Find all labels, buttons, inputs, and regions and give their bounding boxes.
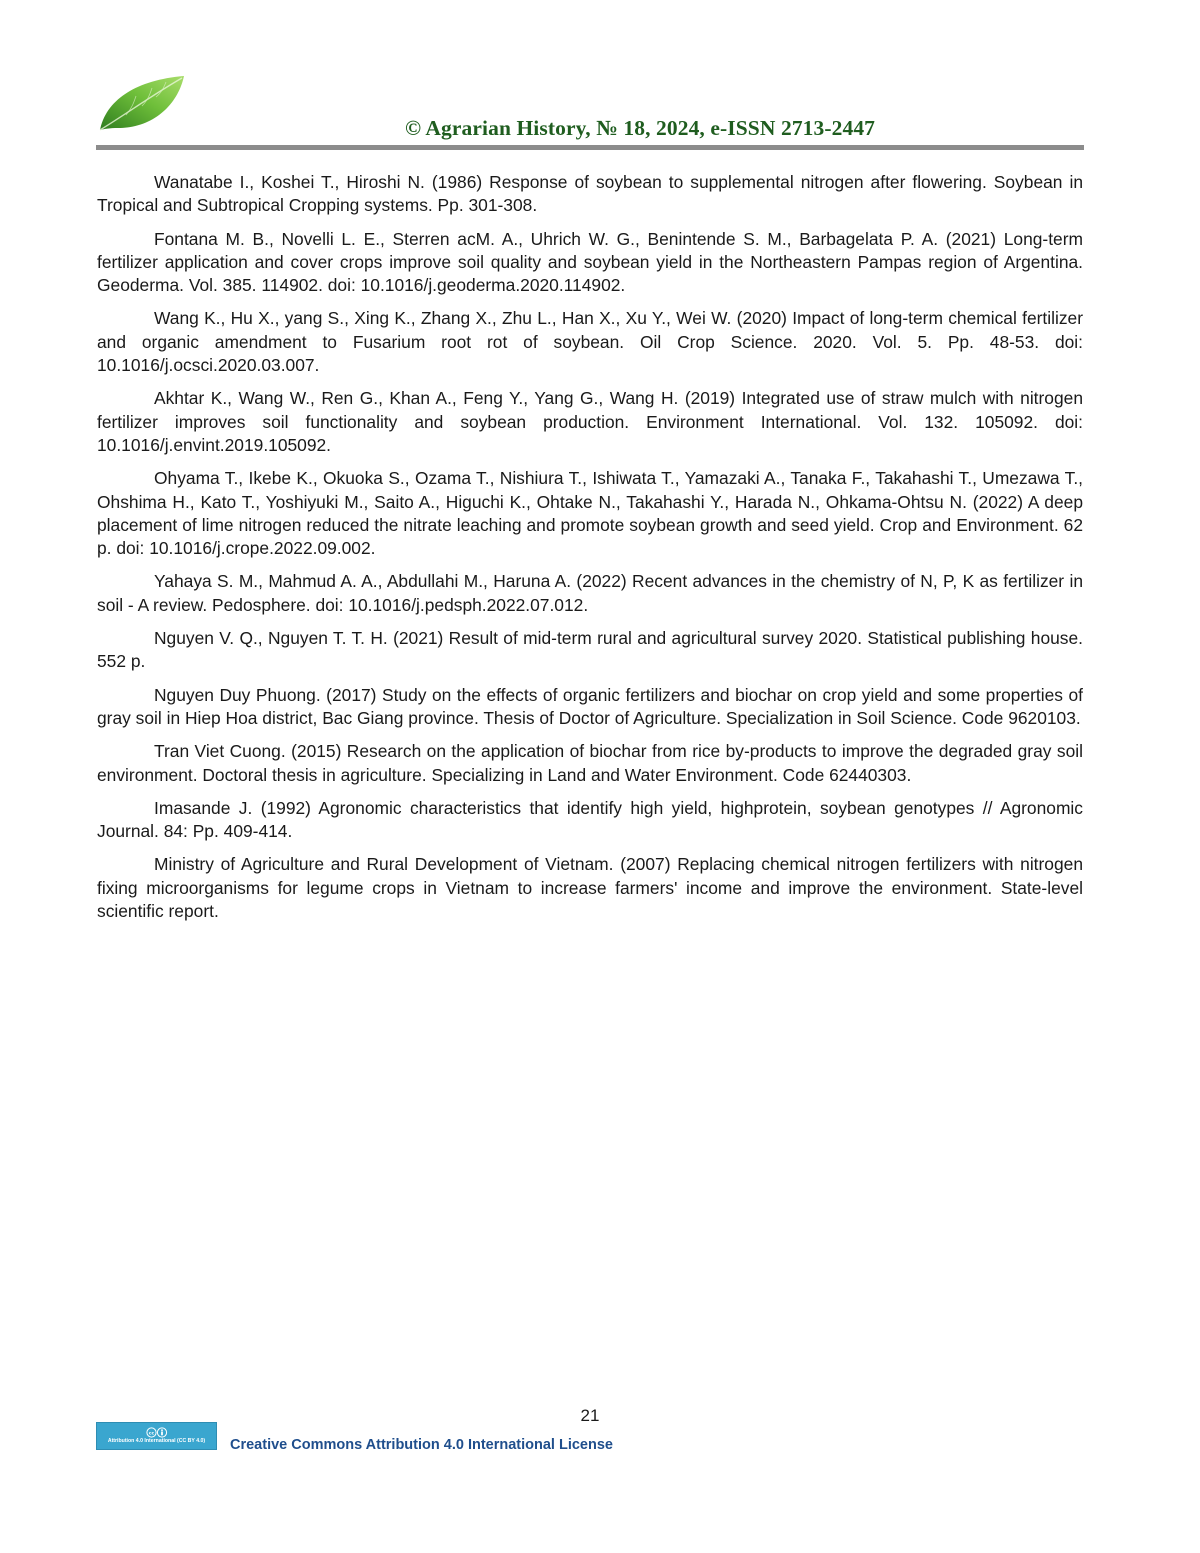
cc-by-icon — [146, 1427, 168, 1438]
reference-item: Ministry of Agriculture and Rural Development of Vietnam. (2007) Replacing chemical nitrogen fertilizers with nitrogen fixing microorganisms for legume crops in Vietnam to increase farmers' income and improve the environment. State-level scientific report. — [97, 854, 1083, 922]
reference-item: Fontana M. B., Novelli L. E., Sterren acM. A., Uhrich W. G., Benintende S. M., Barbagelata P. A. (2021) Long-term fertilizer application and cover crops improve soil quality and soybean yield in the Northeastern Pampas region of Argentina. Geoderma. Vol. 385. 114902. doi: 10.1016/j.geoderma.2020.114902. — [97, 228, 1083, 296]
reference-item: Akhtar K., Wang W., Ren G., Khan A., Feng Y., Yang G., Wang H. (2019) Integrated use of straw mulch with nitrogen fertilizer improves soil functionality and soybean production. Environment International. Vol. 132. 105092. doi: 10.1016/j.envint.2019.105092. — [97, 388, 1083, 455]
header-divider — [96, 145, 1084, 150]
reference-item: Wang K., Hu X., yang S., Xing K., Zhang X., Zhu L., Han X., Xu Y., Wei W. (2020) Impact of long-term chemical fertilizer and organic amendment to Fusarium root rot of soybean. Oil Crop Science. 2020. Vol. 5. Pp. 48-53. doi: 10.1016/j.ocsci.2020.03.007. — [97, 308, 1083, 376]
cc-badge-label: Attribution 4.0 International (CC BY 4.0) — [107, 1438, 206, 1444]
reference-item: Wanatabe I., Koshei T., Hiroshi N. (1986) Response of soybean to supplemental nitrogen after flowering. Soybean in Tropical and Subtropical Cropping systems. Pp. 301-308. — [97, 172, 1083, 216]
reference-item: Ohyama T., Ikebe K., Okuoka S., Ozama T., Nishiura T., Ishiwata T., Yamazaki A., Tanaka F., Takahashi T., Umezawa T., Ohshima H., Kato T., Yoshiyuki M., Saito A., Higuchi K., Ohtake N., Takahashi Y., Harada N., Ohkama-Ohtsu N. (2022) A deep placement of lime nitrogen reduced the nitrate leaching and promote soybean growth and seed yield. Crop and Environment. 62 p. doi: 10.1016/j.crope.2022.09.002. — [97, 468, 1083, 559]
cc-license-badge[interactable] — [96, 1422, 217, 1450]
leaf-icon — [96, 74, 188, 134]
reference-item: Tran Viet Cuong. (2015) Research on the application of biochar from rice by-products to improve the degraded gray soil environment. Doctoral thesis in agriculture. Specializing in Land and Water Environment. Code 62440303. — [97, 741, 1083, 785]
license-link[interactable]: Creative Commons Attribution 4.0 International License — [230, 1437, 613, 1453]
reference-item: Yahaya S. M., Mahmud A. A., Abdullahi M., Haruna A. (2022) Recent advances in the chemistry of N, P, K as fertilizer in soil - A review. Pedosphere. doi: 10.1016/j.pedsph.2022.07.012. — [97, 571, 1083, 615]
page-number: 21 — [580, 1406, 600, 1425]
journal-header: © Agrarian History, № 18, 2024, e-ISSN 2713-2447 — [404, 116, 876, 140]
reference-item: Nguyen V. Q., Nguyen T. T. H. (2021) Result of mid-term rural and agricultural survey 2020. Statistical publishing house. 552 p. — [97, 628, 1083, 672]
svg-text:cc: cc — [148, 1431, 154, 1437]
reference-item: Imasande J. (1992) Agronomic characteristics that identify high yield, highprotein, soybean genotypes // Agronomic Journal. 84: Pp. 409-414. — [97, 797, 1083, 842]
reference-item: Nguyen Duy Phuong. (2017) Study on the effects of organic fertilizers and biochar on crop yield and some properties of gray soil in Hiep Hoa district, Bac Giang province. Thesis of Doctor of Agriculture. Specialization in Soil Science. Code 9620103. — [97, 684, 1083, 728]
reference-list — [97, 171, 1083, 933]
